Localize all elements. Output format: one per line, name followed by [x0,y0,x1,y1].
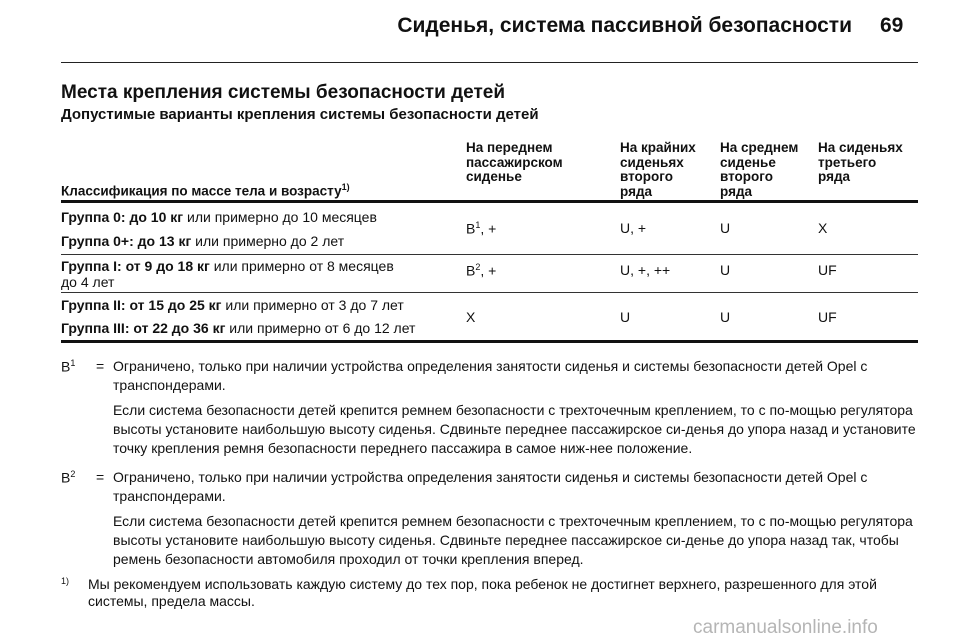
cell-second-row-outer: U [620,309,631,325]
column-header-second-row-outer: На крайних сиденьях второго ряда [620,140,696,199]
column-header-classification: Классификация по массе тела и возрасту$^{1)}$ [61,182,350,199]
cell-second-row-center: U [720,220,731,236]
note-equals: = [96,469,105,485]
column-header-front-passenger: На переднем пассажирском сиденье [466,140,563,184]
note-key: $B^1$ [61,358,76,375]
page-number: 69 [880,14,904,37]
cell-third-row: X [818,220,828,236]
cell-second-row-outer: U, +, ++ [620,262,671,278]
cell-third-row: UF [818,309,837,325]
section-title: Места крепления системы безопасности детей [61,82,506,103]
cell-third-row: UF [818,262,837,278]
group-label: Группа 0+: до 13 кг или примерно до 2 лет [61,233,345,249]
column-header-third-row: На сиденьях третьего ряда [818,140,903,184]
cell-front-passenger: X [466,309,476,325]
row-divider [61,292,918,293]
group-label: Группа III: от 22 до 36 кг или примерно от 6 до 12 лет [61,320,416,336]
watermark: carmanualsonline.info [693,617,878,638]
note-text: Ограничено, только при наличии устройства определения занятости сиденья и системы безопасности детей Opel с транспондерами. Если система безопасности детей крепится ремнем безопасности с трехточечным креплением, то с по-мощью регулятора высоты установите наибольшую высоту сиденья. Сдвиньте переднее пассажирское си-денье до упора назад так, чтобы ремень безопасности автомобиля проходил от точки крепления вперед. [113,469,913,567]
subsection-title: Допустимые варианты крепления системы безопасности детей [61,106,539,123]
cell-second-row-outer: U, + [620,220,647,236]
cell-second-row-center: U [720,309,731,325]
header-divider [61,62,918,63]
row-divider [61,254,918,255]
cell-second-row-center: U [720,262,731,278]
page-header-title: Сиденья, система пассивной безопасности [397,14,852,37]
group-label: Группа I: от 9 до 18 кг или примерно от 8 месяцев до 4 лет [61,258,394,290]
cell-front-passenger: $B^2$, + [466,262,497,279]
note-text: Ограничено, только при наличии устройства определения занятости сиденья и системы безопасности детей Opel с транспондерами. Если система безопасности детей крепится ремнем безопасности с трехточечным креплением, то с по-мощью регулятора высоты установите наибольшую высоту сиденья. Сдвиньте переднее пассажирское си-денья до упора назад и установите точку крепления ремня безопасности переднего пассажира в самое ниж-нее положение. [113,358,916,456]
group-label: Группа 0: до 10 кг или примерно до 10 месяцев [61,209,377,225]
footnote-text: Мы рекомендуем использовать каждую систему до тех пор, пока ребенок не достигнет верхнего, разрешенного для этой системы, предела массы. [88,576,877,609]
cell-front-passenger: $B^1$, + [466,220,497,237]
note-equals: = [96,358,105,374]
group-label: Группа II: от 15 до 25 кг или примерно от 3 до 7 лет [61,297,404,313]
table-header-rule [61,200,918,203]
footnote-mark: 1) [61,576,70,586]
column-header-second-row-center: На среднем сиденье второго ряда [720,140,799,199]
note-key: $B^2$ [61,469,76,486]
table-bottom-rule [61,340,918,343]
